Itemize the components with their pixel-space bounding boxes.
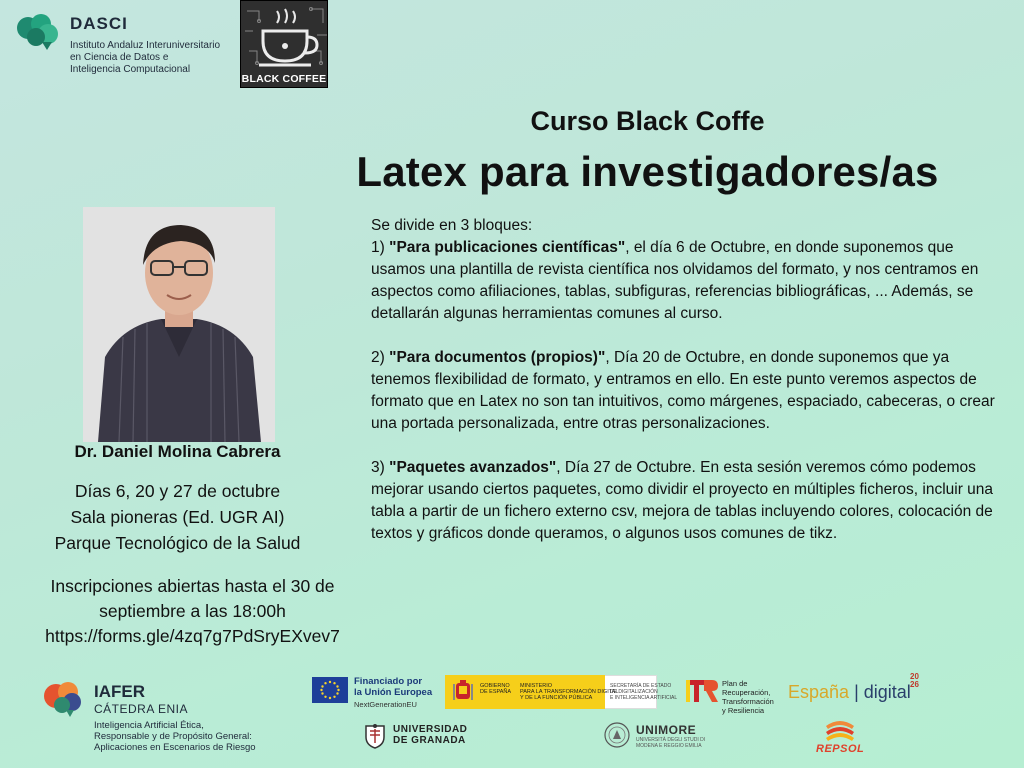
repsol-name: REPSOL <box>816 743 865 755</box>
next-generation-eu: NextGenerationEU <box>354 700 417 709</box>
year-line: 26 <box>910 680 919 689</box>
prtr-line: y Resiliencia <box>722 706 765 715</box>
gobierno-text <box>480 683 511 695</box>
registration-info <box>20 574 365 649</box>
block-text: , el día 6 de Octubre, en donde suponemos que usamos una plantilla de revista científica nos olvidamos del formato, y nos centramos en aspectos como afiliaciones, tablas, subfiguras, referencias bibliográficas, ... Además, se detallarán algunas herramientas comunes al curso. <box>371 239 979 322</box>
course-venue: Parque Tecnológico de la Salud <box>54 533 301 553</box>
block-title: "Para documentos (propios)" <box>389 349 606 366</box>
block-title: "Paquetes avanzados" <box>389 459 557 476</box>
gov-line: DE DIGITALIZACIÓN <box>610 689 658 695</box>
registration-line: septiembre a las 18:00h <box>99 601 286 621</box>
iafer-description <box>94 720 294 753</box>
prtr-logo <box>684 676 720 706</box>
iafer-desc-line: Aplicaciones en Escenarios de Riesgo <box>94 742 256 753</box>
espana-digital-year <box>910 673 919 689</box>
registration-link[interactable]: https://forms.gle/4zq7g7PdSryEXvev7 <box>45 626 340 646</box>
eu-flag-icon <box>312 677 348 703</box>
ministerio-text <box>520 683 618 701</box>
unimore-seal-icon <box>604 722 630 748</box>
course-kicker: Curso Black Coffe <box>530 106 765 136</box>
registration-line: Inscripciones abiertas hasta el 30 de <box>50 576 335 596</box>
eu-funding-text <box>354 676 432 698</box>
espana-digital-logo: España | digital <box>788 682 911 702</box>
prtr-line: Transformación <box>722 697 774 706</box>
prtr-line: Plan de <box>722 679 748 688</box>
prtr-text <box>722 679 774 715</box>
eu-line: Financiado por <box>354 676 423 687</box>
black-coffee-label: BLACK COFFEE <box>241 73 327 85</box>
digital-word: digital <box>863 682 911 702</box>
secretaria-text <box>610 683 677 701</box>
description-block-2 <box>371 347 1001 435</box>
course-description <box>371 215 1001 567</box>
course-details <box>20 478 335 556</box>
ugr-line: DE GRANADA <box>393 735 466 746</box>
speaker-name: Dr. Daniel Molina Cabrera <box>74 442 281 461</box>
espana-word: España <box>788 682 850 702</box>
unimore-subtitle: UNIVERSITÀ DEGLI STUDI DI MODENA E REGGIO EMILIA <box>636 737 706 749</box>
block-text: , Día 27 de Octubre. En esta sesión veremos cómo podemos mejorar usando ciertos paquetes, como dividir el proyecto en múltiples ficheros, incluir una tabla a partir de un fichero externo csv, mejora de tablas incluyendo colores, colocación de textos y gráficos donde queramos, o algunos usos comunes de tikz. <box>371 459 994 542</box>
gov-line: DE ESPAÑA <box>480 689 512 695</box>
repsol-logo-icon <box>822 716 858 746</box>
gov-line: SECRETARÍA DE ESTADO <box>610 683 672 689</box>
dasci-desc-line: Instituto Andaluz Interuniversitario <box>70 40 221 51</box>
iafer-desc-line: Inteligencia Artificial Ética, <box>94 720 204 731</box>
gov-line: MINISTERIO <box>520 683 553 689</box>
spain-coat-of-arms-icon <box>452 680 474 704</box>
prtr-line: Recuperación, <box>722 688 771 697</box>
description-block-3 <box>371 457 1001 545</box>
block-number: 2) <box>371 349 390 366</box>
coffee-cup-icon <box>241 1 328 75</box>
iafer-subtitle: CÁTEDRA ENIA <box>94 702 189 716</box>
description-intro: Se divide en 3 bloques: <box>371 217 533 234</box>
block-number: 1) <box>371 239 390 256</box>
course-title: Latex para investigadores/as <box>356 148 939 195</box>
black-coffee-logo <box>240 0 328 88</box>
iafer-logo <box>42 680 86 718</box>
gov-line: E INTELIGENCIA ARTIFICIAL <box>610 695 678 701</box>
speaker-portrait-image <box>83 207 275 442</box>
year-line: 20 <box>910 672 919 681</box>
course-room: Sala pioneras (Ed. UGR AI) <box>70 507 285 527</box>
block-title: "Para publicaciones científicas" <box>389 239 626 256</box>
ugr-line: UNIVERSIDAD <box>393 724 468 735</box>
ugr-name <box>393 724 467 746</box>
dasci-desc-line: en Ciencia de Datos e <box>70 52 169 63</box>
dasci-name: DASCI <box>70 14 128 33</box>
ugr-shield-icon <box>363 723 387 749</box>
description-block-1 <box>371 237 1001 325</box>
dasci-description <box>70 40 250 76</box>
iafer-desc-line: Responsable y de Propósito General: <box>94 731 252 742</box>
course-dates: Días 6, 20 y 27 de octubre <box>74 481 281 501</box>
block-number: 3) <box>371 459 390 476</box>
iafer-name: IAFER <box>94 682 145 701</box>
speaker-photo <box>83 207 275 442</box>
unimore-name: UNIMORE <box>636 723 697 737</box>
dasci-brain-logo <box>14 12 64 52</box>
gov-line: Y DE LA FUNCIÓN PÚBLICA <box>520 695 593 701</box>
eu-line: la Unión Europea <box>354 687 433 698</box>
gov-line: GOBIERNO <box>480 683 510 689</box>
block-text: , Día 20 de Octubre, en donde suponemos que ya tenemos flexibilidad de formato, y entramos en ello. En este punto veremos aspectos de formato que en Latex no son tan intuitivos, como márgenes, espaciado, cabeceras, o crear una portada personalizada, entre otras personalizaciones. <box>371 349 995 432</box>
gov-line: PARA LA TRANSFORMACIÓN DIGITAL <box>520 689 619 695</box>
dasci-desc-line: Inteligencia Computacional <box>70 64 191 75</box>
